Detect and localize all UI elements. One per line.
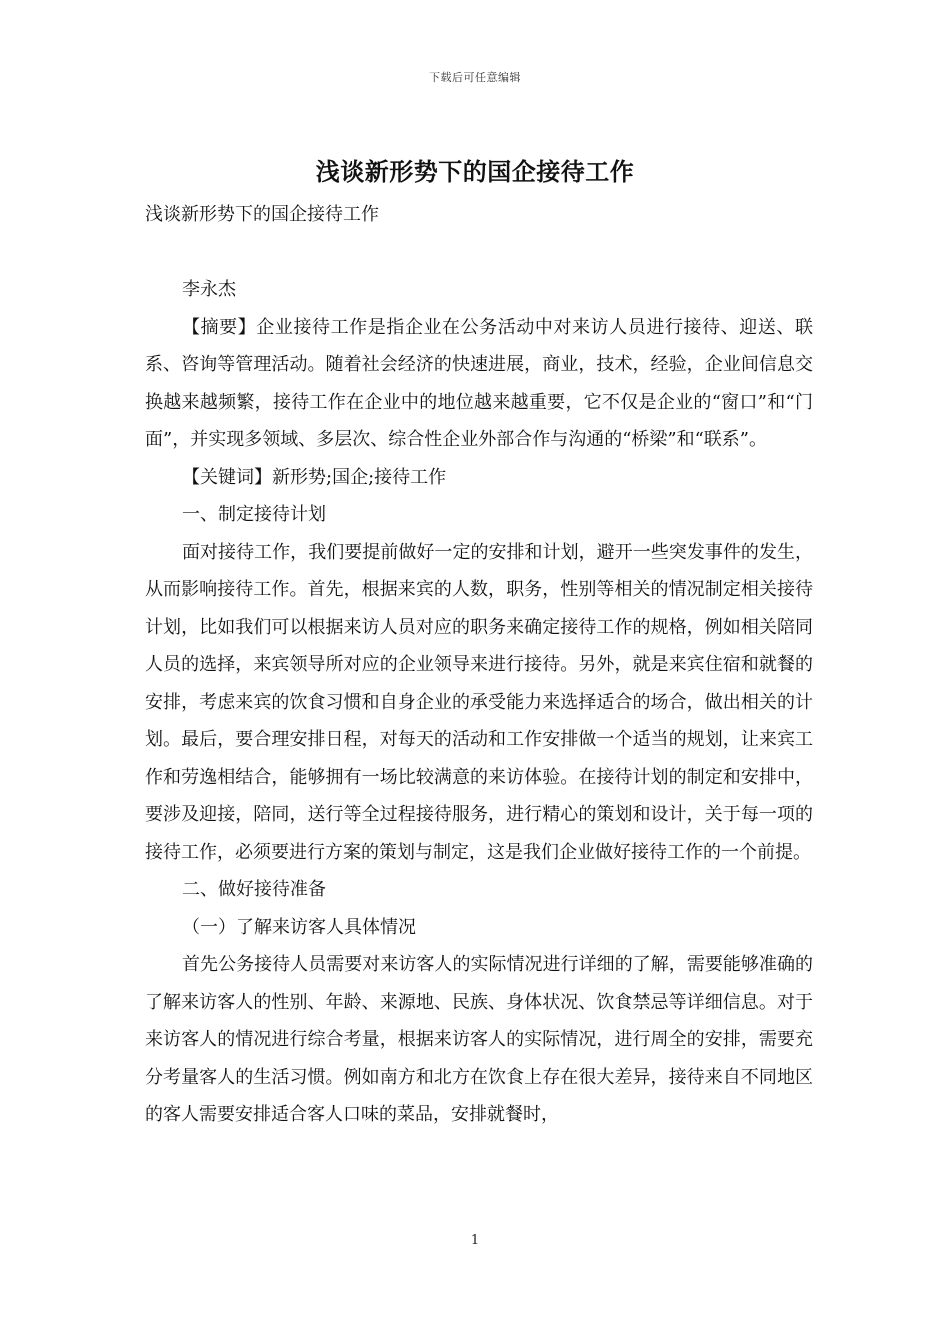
section-1-paragraph: 面对接待工作，我们要提前做好一定的安排和计划，避开一些突发事件的发生，从而影响接待工作。首先，根据来宾的人数，职务，性别等相关的情况制定相关接待计划，比如我们可以根据来访人员对应的职务来确定接待工作的规格，例如相关陪同人员的选择，来宾领导所对应的企业领导来进行接待。另外，就是来宾住宿和就餐的安排，考虑来宾的饮食习惯和自身企业的承受能力来选择适合的场合，做出相关的计划。最后，要合理安排日程，对每天的活动和工作安排做一个适当的规划，让来宾工作和劳逸相结合，能够拥有一场比较满意的来访体验。在接待计划的制定和安排中，要涉及迎接，陪同，送行等全过程接待服务，进行精心的策划和设计，关于每一项的接待工作，必须要进行方案的策划与制定，这是我们企业做好接待工作的一个前提。 bbox=[145, 541, 813, 863]
page-number: 1 bbox=[470, 1233, 480, 1248]
section-2-paragraph: 首先公务接待人员需要对来访客人的实际情况进行详细的了解，需要能够准确的了解来访客人的性别、年龄、来源地、民族、身体状况、饮食禁忌等详细信息。对于来访客人的情况进行综合考量，根据来访客人的实际情况，进行周全的安排，需要充分考量客人的生活习惯。例如南方和北方在饮食上存在很大差异，接待来自不同地区的客人需要安排适合客人口味的菜品，安排就餐时， bbox=[145, 954, 813, 1125]
document-body bbox=[145, 196, 813, 1134]
document-title: 浅谈新形势下的国企接待工作 bbox=[315, 157, 635, 186]
abstract-paragraph: 【摘要】企业接待工作是指企业在公务活动中对来访人员进行接待、迎送、联系、咨询等管理活动。随着社会经济的快速进展，商业，技术，经验，企业间信息交换越来越频繁，接待工作在企业中的地位越来越重要，它不仅是企业的“窗口”和“门面”，并实现多领域、多层次、综合性企业外部合作与沟通的“桥梁”和“联系”。 bbox=[145, 316, 813, 450]
section-heading-1: 一、制定接待计划 bbox=[182, 504, 326, 525]
keywords: 【关键词】新形势;国企;接待工作 bbox=[182, 466, 447, 488]
subtitle: 浅谈新形势下的国企接待工作 bbox=[145, 204, 379, 225]
author: 李永杰 bbox=[182, 279, 236, 300]
subsection-heading-2-1: （一）了解来访客人具体情况 bbox=[182, 916, 416, 938]
section-heading-2: 二、做好接待准备 bbox=[182, 879, 326, 900]
header-note: 下载后可任意编辑 bbox=[429, 71, 521, 84]
